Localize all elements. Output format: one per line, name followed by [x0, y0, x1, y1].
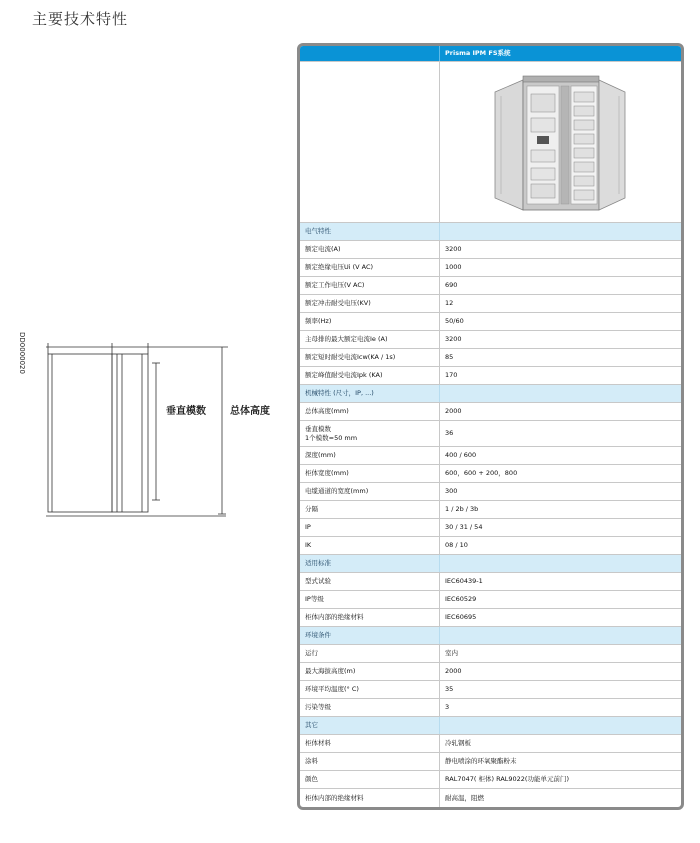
row-name: IK: [300, 537, 440, 554]
row-value: 3200: [445, 245, 462, 254]
table-header: [300, 46, 681, 62]
row-value: 2000: [445, 667, 462, 676]
row-value: 30 / 31 / 54: [445, 523, 483, 532]
row-name: IP等级: [300, 591, 440, 608]
row-value: 静电喷涂的环氧聚酯粉末: [445, 757, 517, 766]
product-image-row: [300, 62, 681, 223]
section-blank: [440, 627, 681, 644]
section-title: 机械特性 (尺寸，IP, ...): [300, 385, 440, 402]
row-name: 额定短时耐受电流Icw(KA / 1s): [300, 349, 440, 366]
row-value: 3: [445, 703, 450, 712]
row-value: 170: [445, 371, 458, 380]
row-name: 分隔: [300, 501, 440, 518]
cabinet-outline-drawing: [0, 330, 295, 530]
row-name: 颜色: [300, 771, 440, 788]
row-value: 冷轧钢板: [445, 739, 471, 748]
label-vertical-modules: 垂直模数: [166, 406, 206, 417]
row-name: 污染等级: [300, 699, 440, 716]
table-row: [300, 367, 681, 385]
table-row: [300, 753, 681, 771]
table-row: [300, 403, 681, 421]
row-value: IEC60439-1: [445, 577, 483, 586]
row-name: 柜体内部的绝缘材料: [300, 789, 440, 807]
table-row: [300, 501, 681, 519]
table-row: [300, 645, 681, 663]
header-product-cell: Prisma IPM FS系统: [445, 49, 511, 58]
drawing-code: DD0000020: [18, 332, 26, 374]
row-name: 运行: [300, 645, 440, 662]
row-name: 柜体内部的绝缘材料: [300, 609, 440, 626]
section-title: 其它: [300, 717, 440, 734]
row-name: 型式试验: [300, 573, 440, 590]
row-value: 50/60: [445, 317, 464, 326]
table-row: [300, 663, 681, 681]
table-row: [300, 259, 681, 277]
table-row: [300, 241, 681, 259]
row-name: 涂料: [300, 753, 440, 770]
row-value: 室内: [445, 649, 458, 658]
row-name: 额定工作电压(V AC): [300, 277, 440, 294]
row-value: 08 / 10: [445, 541, 468, 550]
row-value: 2000: [445, 407, 462, 416]
row-name: 额定冲击耐受电压(KV): [300, 295, 440, 312]
row-value: IEC60695: [445, 613, 477, 622]
table-row: [300, 331, 681, 349]
row-value: 12: [445, 299, 454, 308]
section-title: 适用标准: [300, 555, 440, 572]
row-name: 垂直模数: [305, 425, 331, 434]
section-blank: [440, 385, 681, 402]
table-row: [300, 483, 681, 501]
row-value: 600，600 + 200，800: [445, 469, 518, 478]
row-value: 36: [445, 429, 454, 438]
table-row: [300, 421, 681, 447]
row-name: 电缆通道的宽度(mm): [300, 483, 440, 500]
table-row: [300, 349, 681, 367]
table-row: [300, 313, 681, 331]
table-row: [300, 591, 681, 609]
row-value: 400 / 600: [445, 451, 477, 460]
row-value: 85: [445, 353, 454, 362]
row-name-multiline: [300, 421, 440, 446]
label-total-height: 总体高度: [230, 406, 270, 417]
image-row-blank: [300, 62, 440, 222]
table-row: [300, 295, 681, 313]
table-row: [300, 609, 681, 627]
row-value: 1000: [445, 263, 462, 272]
table-row: [300, 735, 681, 753]
table-row: [300, 519, 681, 537]
row-name: 总体高度(mm): [300, 403, 440, 420]
table-row: [300, 699, 681, 717]
switchgear-cabinet-image: [491, 70, 631, 215]
table-row: [300, 277, 681, 295]
row-name: 频率(Hz): [300, 313, 440, 330]
section-header-other: [300, 717, 681, 735]
row-value: 3200: [445, 335, 462, 344]
row-value: 690: [445, 281, 458, 290]
table-row: [300, 447, 681, 465]
section-header-electrical: [300, 223, 681, 241]
section-title: 环境条件: [300, 627, 440, 644]
row-value: 35: [445, 685, 454, 694]
section-header-standards: [300, 555, 681, 573]
row-value: 300: [445, 487, 458, 496]
row-name: 额定峰值耐受电流Ipk (KA): [300, 367, 440, 384]
section-blank: [440, 555, 681, 572]
header-name-cell: [300, 46, 440, 61]
table-row: [300, 537, 681, 555]
section-blank: [440, 717, 681, 734]
row-value: RAL7047( 柜体) RAL9022(功能单元前门): [445, 775, 570, 784]
row-name: 环境平均温度(° C): [300, 681, 440, 698]
section-title: 电气特性: [300, 223, 440, 240]
row-value: 1 / 2b / 3b: [445, 505, 479, 514]
spec-table: [297, 43, 684, 810]
row-name-sub: 1个模数=50 mm: [305, 433, 358, 442]
row-name: IP: [300, 519, 440, 536]
row-value: 耐高温，阻燃: [445, 793, 484, 802]
section-header-mechanical: [300, 385, 681, 403]
section-blank: [440, 223, 681, 240]
table-row: [300, 771, 681, 789]
row-name: 柜体宽度(mm): [300, 465, 440, 482]
table-row: [300, 789, 681, 807]
row-name: 额定电流(A): [300, 241, 440, 258]
row-name: 深度(mm): [300, 447, 440, 464]
row-name: 最大海拔高度(m): [300, 663, 440, 680]
section-header-environment: [300, 627, 681, 645]
table-row: [300, 573, 681, 591]
row-name: 柜体材料: [300, 735, 440, 752]
product-image-cell: [440, 62, 681, 222]
page-title: 主要技术特性: [32, 10, 129, 28]
row-name: 额定绝缘电压Ui (V AC): [300, 259, 440, 276]
row-name: 主母排的最大额定电流Ie (A): [300, 331, 440, 348]
dimension-drawing: [0, 330, 295, 530]
table-row: [300, 681, 681, 699]
row-value: IEC60529: [445, 595, 477, 604]
table-row: [300, 465, 681, 483]
